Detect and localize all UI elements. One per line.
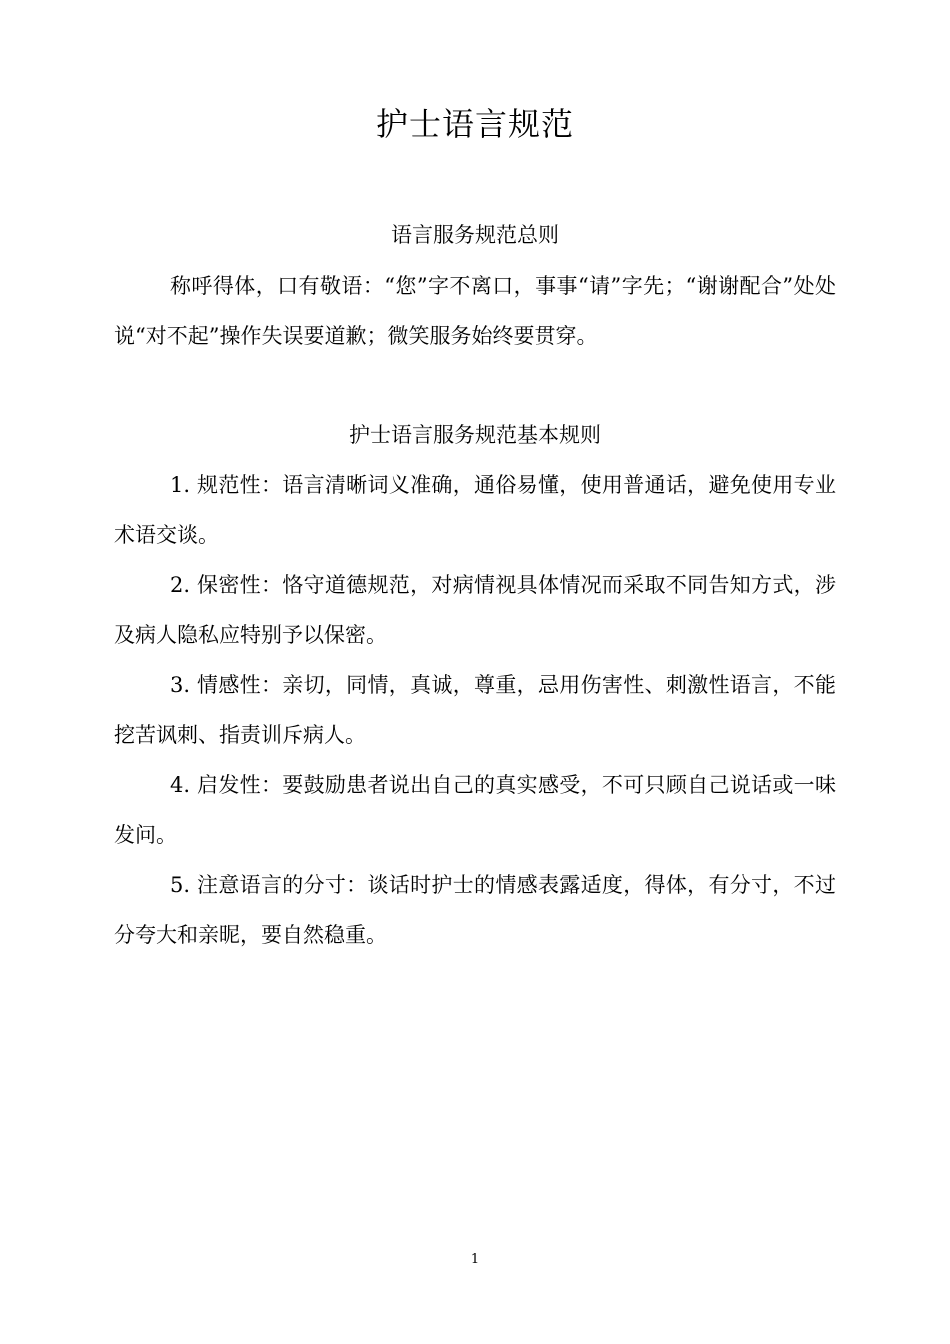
- section-heading-general-principles: 语言服务规范总则: [391, 223, 559, 247]
- basic-rules-list: [114, 460, 836, 960]
- rule-item-inspiration: 4. 启发性：要鼓励患者说出自己的真实感受，不可只顾自己说话或一味发问。: [114, 773, 836, 847]
- general-principles-paragraph: 称呼得体，口有敬语：“您”字不离口，事事“请”字先；“谢谢配合”处处说“对不起”操作失误要道歉；微笑服务始终要贯穿。: [114, 274, 836, 348]
- document-title: 护士语言规范: [375, 105, 574, 143]
- rule-item-empathy: 3. 情感性：亲切，同情，真诚，尊重，忌用伤害性、刺激性语言，不能挖苦讽刺、指责训斥病人。: [114, 673, 836, 747]
- page-number: 1: [470, 1252, 480, 1267]
- rule-item-confidentiality: 2. 保密性：恪守道德规范，对病情视具体情况而采取不同告知方式，涉及病人隐私应特别予以保密。: [114, 573, 836, 647]
- section-heading-basic-rules: 护士语言服务规范基本规则: [349, 423, 601, 447]
- rule-item-moderation: 5. 注意语言的分寸：谈话时护士的情感表露适度，得体，有分寸，不过分夸大和亲昵，要自然稳重。: [114, 873, 836, 947]
- rule-item-standardization: 1. 规范性：语言清晰词义准确，通俗易懂，使用普通话，避免使用专业术语交谈。: [114, 473, 836, 547]
